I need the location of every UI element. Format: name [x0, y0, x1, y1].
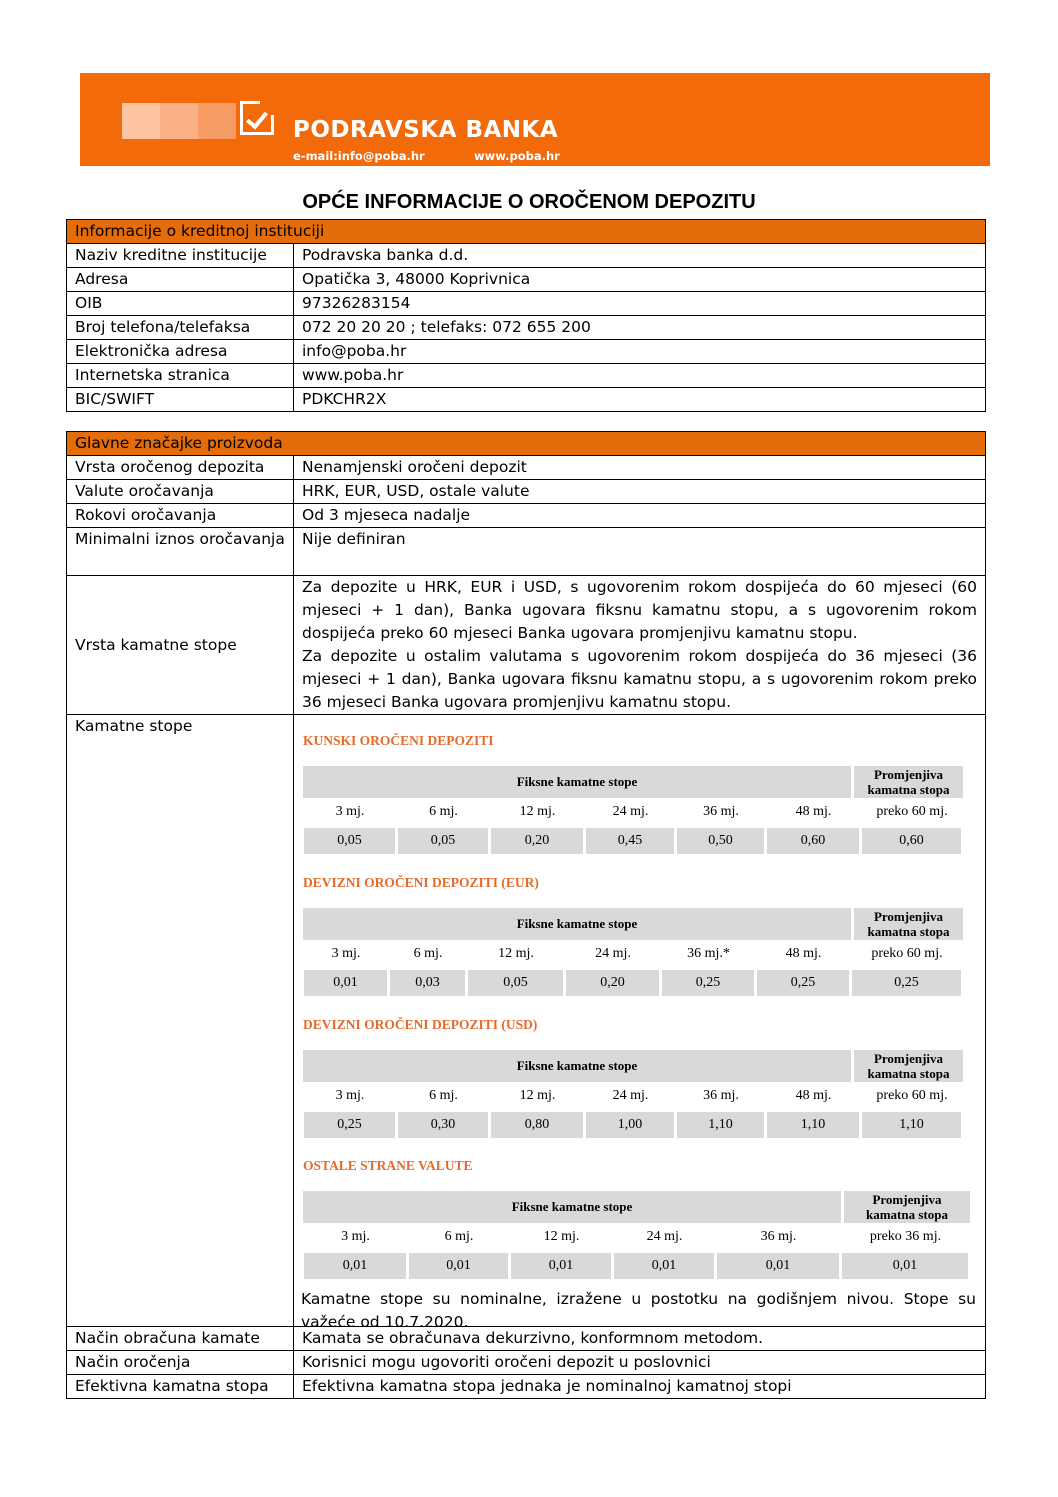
row-value: www.poba.hr	[294, 364, 986, 388]
rate-value: 1,10	[677, 1112, 764, 1138]
row-value: Nije definiran	[294, 528, 986, 576]
promjenjiva-header	[844, 1191, 970, 1223]
term-label: 48 mj.	[785, 946, 822, 961]
row-label: Rokovi oročavanja	[67, 504, 294, 528]
term-label: 24 mj.	[612, 1088, 649, 1103]
rate-value: 1,10	[862, 1112, 961, 1138]
term-label: 48 mj.	[795, 804, 832, 819]
fiksne-header: Fiksne kamatne stope	[303, 908, 851, 940]
table-row	[67, 316, 986, 340]
fiksne-header: Fiksne kamatne stope	[303, 766, 851, 798]
row-label: Elektronička adresa	[67, 340, 294, 364]
row-value: 072 20 20 20 ; telefaks: 072 655 200	[294, 316, 986, 340]
term-label: 36 mj.	[703, 804, 739, 819]
decor-square	[198, 103, 236, 139]
term-label: 12 mj.	[519, 804, 556, 819]
term-label: 48 mj.	[795, 1088, 832, 1103]
term-label: 24 mj.	[646, 1229, 683, 1244]
promjenjiva-header	[854, 1050, 963, 1082]
rate-value: 0,01	[409, 1253, 508, 1279]
rate-value: 0,25	[662, 970, 754, 996]
rate-section-usd	[303, 1017, 963, 1147]
term-label: preko 60 mj.	[876, 1088, 948, 1103]
row-label: Vrsta oročenog depozita	[67, 456, 294, 480]
brand-name: PODRAVSKA BANKA	[293, 117, 559, 143]
term-label: 24 mj.	[595, 946, 631, 961]
row-label: Način obračuna kamate	[67, 1327, 294, 1351]
rate-value: 0,25	[304, 1112, 395, 1138]
promjenjiva-line: Promjenjiva	[872, 1192, 942, 1207]
rate-value: 0,25	[852, 970, 961, 996]
promjenjiva-line: kamatna stopa	[867, 782, 950, 797]
term-label: 6 mj.	[429, 1088, 458, 1103]
row-value: Efektivna kamatna stopa jednaka je nominalnoj kamatnoj stopi	[294, 1375, 986, 1399]
rate-value: 0,01	[304, 970, 387, 996]
term-label: 36 mj.*	[687, 946, 730, 961]
product-heading: Glavne značajke proizvoda	[67, 432, 986, 456]
header-banner	[80, 73, 990, 166]
institution-table	[66, 219, 986, 412]
row-value: info@poba.hr	[294, 340, 986, 364]
row-value: Opatička 3, 48000 Koprivnica	[294, 268, 986, 292]
rate-value: 0,30	[398, 1112, 488, 1138]
fiksne-header: Fiksne kamatne stope	[303, 1050, 851, 1082]
promjenjiva-line: Promjenjiva	[873, 909, 944, 924]
row-value: HRK, EUR, USD, ostale valute	[294, 480, 986, 504]
term-label: 36 mj.	[703, 1088, 739, 1103]
fiksne-header: Fiksne kamatne stope	[303, 1191, 841, 1223]
rate-section-ost	[303, 1158, 970, 1288]
rate-type-paragraph: Za depozite u ostalim valutama s ugovorenim rokom dospijeća do 36 mjeseci (36 mjeseci + 1 dan), Banka ugovara fiksnu kamatnu stopu, a s ugovorenim rokom preko 36 mjeseci Banka ugovara promjenjivu kamatnu stopu.	[302, 647, 977, 711]
table-row	[67, 268, 986, 292]
promjenjiva-line: Promjenjiva	[873, 767, 944, 782]
row-value	[294, 576, 986, 715]
table-row	[67, 292, 986, 316]
rate-value: 0,01	[842, 1253, 968, 1279]
row-value: 97326283154	[294, 292, 986, 316]
row-label: Adresa	[67, 268, 294, 292]
table-row	[67, 504, 986, 528]
row-label: Broj telefona/telefaksa	[67, 316, 294, 340]
rate-value: 1,10	[767, 1112, 859, 1138]
promjenjiva-line: kamatna stopa	[867, 924, 950, 939]
document-title: OPĆE INFORMACIJE O OROČENOM DEPOZITU	[302, 191, 756, 213]
promjenjiva-header	[854, 908, 963, 940]
rate-section-title: KUNSKI OROČENI DEPOZITI	[303, 733, 494, 748]
term-label: 36 mj.	[760, 1229, 797, 1244]
term-label: 12 mj.	[519, 1088, 556, 1103]
row-label: Kamatne stope	[67, 715, 294, 1327]
row-label: OIB	[67, 292, 294, 316]
term-label: preko 60 mj.	[876, 804, 948, 819]
rate-section-eur	[303, 875, 963, 1005]
row-value: Od 3 mjeseca nadalje	[294, 504, 986, 528]
term-label: 12 mj.	[543, 1229, 580, 1244]
term-label: 6 mj.	[444, 1229, 474, 1244]
row-value: PDKCHR2X	[294, 388, 986, 412]
row-label: Vrsta kamatne stope	[67, 576, 294, 715]
table-row	[67, 480, 986, 504]
term-label: 6 mj.	[413, 946, 443, 961]
term-label: preko 36 mj.	[869, 1229, 942, 1244]
promjenjiva-line: kamatna stopa	[867, 1066, 950, 1081]
rate-value: 0,50	[677, 828, 764, 854]
rate-value: 0,03	[390, 970, 465, 996]
table-row	[67, 1351, 986, 1375]
rate-section-title: DEVIZNI OROČENI DEPOZITI (EUR)	[303, 875, 539, 890]
promjenjiva-line: Promjenjiva	[873, 1051, 944, 1066]
term-label: 3 mj.	[331, 946, 361, 961]
table-row	[67, 244, 986, 268]
rate-value: 0,60	[862, 828, 961, 854]
rate-value: 0,05	[398, 828, 488, 854]
rate-value: 0,80	[491, 1112, 583, 1138]
decor-square	[122, 103, 160, 139]
row-label: Valute oročavanja	[67, 480, 294, 504]
rate-value: 0,20	[491, 828, 583, 854]
rate-value: 0,05	[304, 828, 395, 854]
header-email: e-mail:info@poba.hr	[293, 149, 425, 163]
row-label: Minimalni iznos oročavanja	[67, 528, 294, 576]
rate-value: 0,01	[511, 1253, 611, 1279]
rate-value: 0,01	[717, 1253, 839, 1279]
rate-section-title: OSTALE STRANE VALUTE	[303, 1158, 473, 1173]
bank-logo-icon	[240, 101, 274, 135]
promjenjiva-line: kamatna stopa	[866, 1207, 948, 1222]
rate-value: 0,45	[586, 828, 674, 854]
rate-value: 0,01	[614, 1253, 714, 1279]
row-value: Nenamjenski oročeni depozit	[294, 456, 986, 480]
rates-note: Kamatne stope su nominalne, izražene u postotku na godišnjem nivou. Stope su važeće od 10.7.2020.	[301, 1290, 976, 1331]
rate-section-kn	[303, 733, 963, 863]
row-label: Internetska stranica	[67, 364, 294, 388]
rate-value: 0,01	[304, 1253, 406, 1279]
table-row	[67, 340, 986, 364]
term-label: 24 mj.	[612, 804, 649, 819]
row-label: Naziv kreditne institucije	[67, 244, 294, 268]
term-label: preko 60 mj.	[871, 946, 943, 961]
table-row	[67, 364, 986, 388]
rate-value: 0,25	[757, 970, 849, 996]
row-label: BIC/SWIFT	[67, 388, 294, 412]
table-row	[67, 528, 986, 576]
term-label: 6 mj.	[429, 804, 458, 819]
rate-value: 1,00	[586, 1112, 674, 1138]
rate-type-paragraph: Za depozite u HRK, EUR i USD, s ugovorenim rokom dospijeća do 60 mjeseci (60 mjeseci + 1 dan), Banka ugovara fiksnu kamatnu stopu, a s ugovorenim rokom dospijeća preko 60 mjeseci Banka ugovara promjenjivu kamatnu stopu.	[302, 578, 977, 642]
row-value: Podravska banka d.d.	[294, 244, 986, 268]
term-label: 3 mj.	[341, 1229, 370, 1244]
row-value: Korisnici mogu ugovoriti oročeni depozit u poslovnici	[294, 1351, 986, 1375]
institution-heading: Informacije o kreditnoj instituciji	[67, 220, 986, 244]
term-label: 3 mj.	[335, 1088, 365, 1103]
rate-value: 0,60	[767, 828, 859, 854]
table-row	[67, 456, 986, 480]
table-row	[67, 388, 986, 412]
table-row	[67, 576, 986, 715]
rate-section-title: DEVIZNI OROČENI DEPOZITI (USD)	[303, 1017, 538, 1032]
row-value: Kamata se obračunava dekurzivno, konformnom metodom.	[294, 1327, 986, 1351]
promjenjiva-header	[854, 766, 963, 798]
row-label: Efektivna kamatna stopa	[67, 1375, 294, 1399]
table-row	[67, 1375, 986, 1399]
header-web: www.poba.hr	[474, 149, 560, 163]
term-label: 3 mj.	[335, 804, 365, 819]
rate-value: 0,05	[468, 970, 563, 996]
decor-square	[160, 103, 198, 139]
rate-value: 0,20	[566, 970, 659, 996]
row-label: Način oročenja	[67, 1351, 294, 1375]
term-label: 12 mj.	[498, 946, 534, 961]
